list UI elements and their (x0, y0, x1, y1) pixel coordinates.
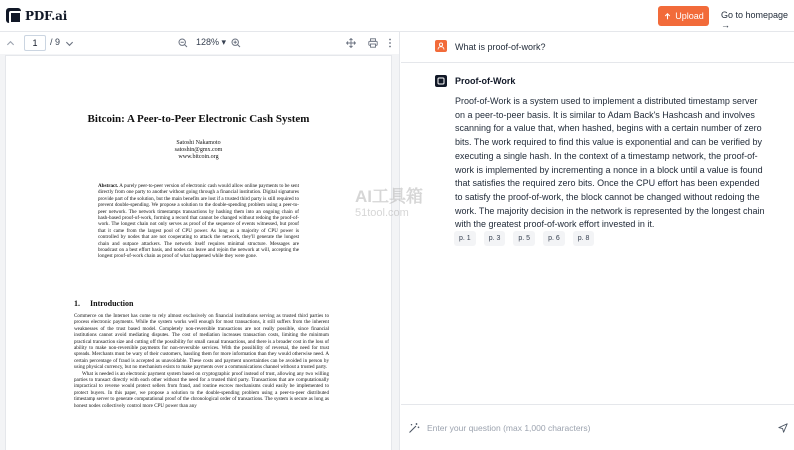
upload-label: Upload (675, 11, 704, 21)
zoom-level-dropdown[interactable]: 128% ▾ (196, 37, 227, 47)
paper-email: satoshin@gmx.com (174, 147, 223, 153)
go-home-label: Go to homepage → (721, 10, 789, 30)
answer-title: Proof-of-Work (455, 76, 516, 86)
page-reference-chip[interactable]: p. 8 (573, 231, 595, 246)
page-reference-chip[interactable]: p. 5 (513, 231, 535, 246)
send-icon[interactable] (778, 423, 788, 433)
assistant-logo-icon (437, 77, 445, 85)
magic-wand-icon[interactable] (408, 422, 420, 434)
previous-page-button[interactable] (3, 32, 17, 54)
upload-button[interactable] (658, 6, 709, 26)
watermark-line-2: 51tool.com (355, 207, 409, 219)
pan-tool-button[interactable] (344, 32, 358, 54)
zoom-in-icon (231, 38, 241, 48)
printer-icon (368, 38, 378, 48)
section-number: 1. (74, 299, 80, 308)
paragraph: What is needed is an electronic payment system based on cryptographic proof instead of trust, allowing any two willing parties to transact directly with each other without the need for a trusted third party. Transactions that are computationally impractical to reverse would protect sellers from fraud, and routine escrow mechanisms could easily be implemented to protect buyers. In this paper, we propose a solution to the double-spending problem using a peer-to-peer distributed timestamp server to generate computational proof of the chronological order of transactions. The system is secure as long as honest nodes collectively control more CPU power than any (74, 370, 329, 409)
upload-icon (663, 12, 672, 21)
page-number-input[interactable] (24, 35, 46, 51)
zoom-out-icon (178, 38, 188, 48)
paper-title: Bitcoin: A Peer-to-Peer Electronic Cash System (87, 113, 310, 125)
section-heading (74, 299, 143, 308)
paragraph: Commerce on the Internet has come to rely almost exclusively on financial institutions serving as trusted third parties to process electronic payments. While the system works well enough for most transactions, it still suffers from the inherent weaknesses of the trust based model. Completely non-reversible transactions are not really possible, since financial institutions cannot avoid mediating disputes. The cost of mediation increases transaction costs, limiting the minimum practical transaction size and cutting off the possibility for small casual transactions, and there is a broader cost in the loss of ability to make non-reversible payments for non-reversible services. With the possibility of reversal, the need for trust spreads. Merchants must be wary of their customers, hassling them for more information than they would otherwise need. A certain percentage of fraud is accepted as unavoidable. These costs and payment uncertainties can be avoided in person by using physical currency, but no mechanism exists to make payments over a communications channel without a trusted party. (74, 313, 329, 371)
paper-abstract (98, 183, 299, 260)
app-logo[interactable] (6, 8, 67, 23)
user-question: What is proof-of-work? (455, 42, 546, 52)
chat-panel (401, 32, 794, 450)
top-header (0, 0, 794, 32)
answer-body: Proof-of-Work is a system used to implement a distributed timestamp server on a peer-to-peer basis. It is similar to Adam Back's Hashcash and involves scanning for a value that, when hashed, begins with a certain number of zero bits. The work required to find this value is exponential and can be verified by executing a single hash. In the context of a timestamp network, the proof-of-work is implemented by incrementing a nonce in a block until a value is found that satisfies the required zero bits. Once the CPU effort has been expended to satisfy the proof-of-work, the block cannot be changed without redoing the work. The majority decision in the network is represented by the longest chain with the greatest proof-of-work effort invested in it. (455, 96, 765, 230)
question-input[interactable] (424, 416, 772, 439)
go-to-homepage-link[interactable] (721, 10, 794, 30)
page-references (454, 231, 594, 246)
abstract-text: A purely peer-to-peer version of electronic cash would allow online payments to be sent directly from one party to another without going through a financial institution. Digital signatures provide part of the solution, but the main benefits are lost if a trusted third party is still required to prevent double-spending. We propose a solution to the double-spending problem using a peer-to-peer network. The network timestamps transactions by hashing them into an ongoing chain of hash-based proof-of-work, forming a record that cannot be changed without redoing the proof-of-work. The longest chain not only serves as proof of the sequence of events witnessed, but proof that it came from the largest pool of CPU power. As long as a majority of CPU power is controlled by nodes that are not cooperating to attack the network, they'll generate the longest chain and outpace attackers. The network itself requires minimal structure. Messages are broadcast on a best effort basis, and nodes can leave and rejoin the network at will, accepting the longest proof-of-work chain as proof of what happened while they were gone. (98, 183, 299, 260)
print-button[interactable] (366, 32, 380, 54)
page-reference-chip[interactable]: p. 3 (484, 231, 506, 246)
paper-website: www.bitcoin.org (178, 154, 219, 160)
pdf-viewer[interactable] (0, 54, 400, 450)
user-icon (437, 42, 445, 50)
user-question-row (401, 32, 794, 63)
page-total: / 9 (50, 37, 61, 47)
next-page-button[interactable] (62, 32, 76, 54)
logo-icon (6, 8, 21, 23)
more-vertical-icon (388, 38, 392, 48)
chevron-down-icon (65, 39, 74, 48)
logo-text: PDF.ai (25, 8, 68, 23)
page-reference-chip[interactable]: p. 1 (454, 231, 476, 246)
paper-body-text (74, 313, 329, 409)
move-icon (346, 38, 356, 48)
zoom-out-button[interactable] (176, 32, 190, 54)
section-title: Introduction (90, 299, 134, 308)
assistant-avatar (435, 75, 447, 87)
more-options-button[interactable] (384, 32, 396, 54)
page-reference-chip[interactable]: p. 6 (543, 231, 565, 246)
user-avatar (435, 40, 447, 52)
pdf-toolbar (0, 32, 400, 54)
pdf-page (6, 56, 391, 450)
paper-author: Satoshi Nakamoto (176, 140, 221, 146)
watermark-line-1: AI工具箱 (355, 187, 423, 206)
chevron-up-icon (6, 39, 15, 48)
zoom-in-button[interactable] (229, 32, 243, 54)
question-input-bar (401, 404, 794, 450)
abstract-label: Abstract. (98, 183, 119, 189)
